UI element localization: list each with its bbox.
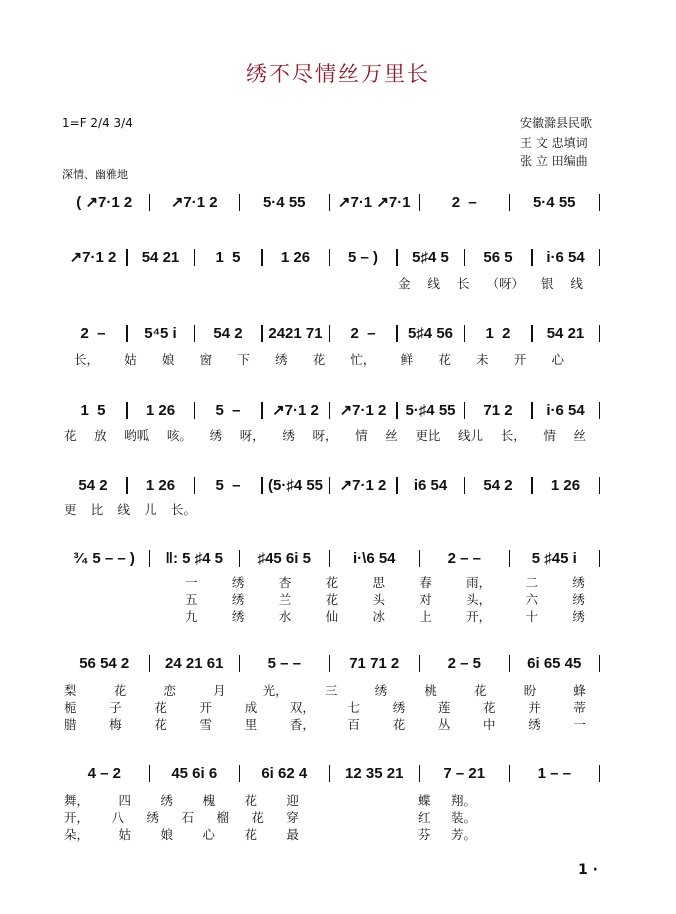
lyric-syllable: 花 xyxy=(474,683,487,698)
staff-row xyxy=(60,325,600,342)
measure: 5 – – xyxy=(267,655,301,672)
bar-line xyxy=(599,325,601,342)
tempo-marking: 深情、幽雅地 xyxy=(62,168,128,181)
song-title: 绣不尽情丝万里长 xyxy=(246,62,430,86)
lyric-syllable: 线 xyxy=(427,276,440,291)
lyrics-line xyxy=(64,698,586,716)
lyric-syllable: 五 xyxy=(185,592,198,607)
lyric-syllable: 咳。 xyxy=(166,428,192,443)
lyric-syllable: 娘 xyxy=(161,352,175,367)
measure: i·6 54 xyxy=(546,248,585,266)
lyric-syllable: 桃 xyxy=(424,683,437,698)
lyric-syllable: 绣 xyxy=(374,683,388,698)
lyric-syllable: 红 xyxy=(418,810,431,825)
staff-row xyxy=(60,401,600,419)
lyric-syllable: 花 xyxy=(312,352,326,367)
lyric-syllable: 双， xyxy=(289,700,315,715)
lyric-syllable: 花 xyxy=(113,683,127,698)
lyrics-line xyxy=(64,500,196,518)
lyric-syllable: 盼 xyxy=(523,683,537,698)
lyric-syllable: 百 xyxy=(347,717,361,732)
measure: 2421 71 xyxy=(268,325,323,342)
bar-line xyxy=(599,194,601,211)
measure: 5 ♯45 i xyxy=(531,550,577,567)
lyric-syllable: 芳。 xyxy=(450,827,476,842)
measure: 54 2 xyxy=(78,476,108,494)
staff-row xyxy=(60,550,600,567)
lyric-syllable: 绣 xyxy=(209,428,223,443)
lyric-syllable: 朵， xyxy=(64,827,90,842)
lyric-syllable: 未 xyxy=(476,352,489,367)
lyric-syllable: 线儿 xyxy=(458,428,484,443)
lyric-syllable: 翔。 xyxy=(450,793,476,808)
lyric-syllable: 长。 xyxy=(170,502,196,517)
lyric-syllable: 蝶 xyxy=(418,793,431,808)
measure: ♯45 6i 5 xyxy=(257,550,311,567)
staff-row xyxy=(60,248,600,266)
measure: i·\6 54 xyxy=(352,550,396,567)
lyric-syllable: 穿 xyxy=(286,810,299,825)
measure: ↗7·1 2 xyxy=(339,477,387,494)
measure: 54 21 xyxy=(141,248,180,266)
staff-row xyxy=(60,765,600,782)
measure: 2 – 5 xyxy=(447,655,481,672)
measure: 5 – ) xyxy=(347,248,378,266)
lyric-syllable: 心 xyxy=(202,827,215,842)
lyric-syllable: 绣 xyxy=(146,810,159,825)
lyric-syllable: 春 xyxy=(419,575,432,590)
measure: 5 – xyxy=(215,476,241,494)
lyrics-line xyxy=(185,590,585,608)
lyric-syllable: 花 xyxy=(244,827,257,842)
lyric-syllable: 杏 xyxy=(278,575,292,590)
measure: 12 35 21 xyxy=(345,765,404,782)
measure: 71 2 xyxy=(483,401,513,419)
lyric-syllable: 花 xyxy=(325,592,339,607)
lyric-syllable: 情 xyxy=(543,428,556,443)
source: 安徽滁县民歌 xyxy=(520,116,593,130)
lyric-syllable: 冰 xyxy=(372,609,385,624)
lyric-syllable: 七 xyxy=(347,700,361,715)
measure: ↗7·1 2 xyxy=(272,402,319,419)
lyrics-line xyxy=(74,350,564,368)
lyric-syllable: 长 xyxy=(456,276,470,291)
lyric-syllable: 香， xyxy=(289,717,315,732)
lyric-syllable: 绣 xyxy=(572,575,585,590)
lyrics-line xyxy=(418,791,476,809)
measure: ↗7·1 2 xyxy=(170,194,218,211)
lyric-syllable: 头 xyxy=(372,592,385,607)
lyric-syllable: 九 xyxy=(185,609,198,624)
lyric-syllable: 栀 xyxy=(64,700,77,715)
lyric-syllable: 线 xyxy=(117,502,130,517)
lyric-syllable: 金 xyxy=(398,276,411,291)
lyrics-line xyxy=(64,791,299,809)
lyric-syllable: 绣 xyxy=(528,717,541,732)
measure: 1 26 xyxy=(280,248,311,266)
lyric-syllable: 哟呱 xyxy=(124,428,150,443)
lyric-syllable: 下 xyxy=(237,352,250,367)
lyric-syllable: （呀） xyxy=(486,276,524,291)
lyric-syllable: 槐 xyxy=(202,793,215,808)
lyric-syllable: 绣 xyxy=(231,592,245,607)
lyric-syllable: 光， xyxy=(262,683,288,698)
lyric-syllable: 儿 xyxy=(144,502,157,517)
lyric-syllable: 迎 xyxy=(286,793,299,808)
lyric-syllable: 榴 xyxy=(216,810,229,825)
measure: 54 21 xyxy=(546,325,585,342)
lyric-syllable: 蜂 xyxy=(573,683,586,698)
lyric-syllable: 银 xyxy=(540,276,554,291)
bar-line xyxy=(599,550,601,567)
measure: ↗7·1 ↗7·1 xyxy=(337,194,411,211)
lyric-syllable: 梅 xyxy=(109,717,122,732)
bar-line xyxy=(599,249,601,266)
lyric-syllable: 开 xyxy=(199,700,213,715)
lyric-syllable: 梨 xyxy=(64,683,77,698)
bar-line xyxy=(599,655,601,672)
measure: 1 – – xyxy=(537,765,571,782)
lyric-syllable: 娘 xyxy=(160,827,173,842)
measure: 24 21 61 xyxy=(165,655,224,672)
lyric-syllable: 姑 xyxy=(124,352,137,367)
measure: i6 54 xyxy=(413,476,448,494)
lyric-syllable: 绣 xyxy=(572,592,585,607)
lyricist: 王 文 忠填词 xyxy=(520,136,588,150)
lyric-syllable: 情 xyxy=(355,428,368,443)
measure: 1 26 xyxy=(145,476,176,494)
bar-line xyxy=(599,477,601,494)
lyrics-line xyxy=(64,808,299,826)
measure: 45 6i 6 xyxy=(171,765,218,782)
measure: 1 2 xyxy=(485,325,511,342)
lyrics-line xyxy=(398,274,583,292)
lyric-syllable: 花 xyxy=(154,717,167,732)
measure: ↗7·1 2 xyxy=(69,249,117,266)
lyric-syllable: 六 xyxy=(525,592,539,607)
measure: 5♯4 5 xyxy=(412,248,449,266)
lyric-syllable: 开， xyxy=(466,609,492,624)
lyric-syllable: 成 xyxy=(244,700,258,715)
lyric-syllable: 思 xyxy=(372,575,385,590)
lyric-syllable: 丝 xyxy=(385,428,398,443)
measure: 5·4 55 xyxy=(262,193,306,211)
lyric-syllable: 姑 xyxy=(118,827,131,842)
lyrics-line xyxy=(64,715,586,733)
lyric-syllable: 花 xyxy=(483,700,496,715)
staff-row xyxy=(60,476,600,494)
lyric-syllable: 花 xyxy=(392,717,406,732)
lyric-syllable: 十 xyxy=(525,609,539,624)
lyric-syllable: 雪 xyxy=(199,717,213,732)
lyric-syllable: 花 xyxy=(438,352,451,367)
measure: 1 5 xyxy=(80,401,106,419)
composer: 张 立 田编曲 xyxy=(520,154,588,168)
lyric-syllable: 芬 xyxy=(418,827,431,842)
lyric-syllable: 八 xyxy=(111,810,124,825)
lyric-syllable: 中 xyxy=(483,717,496,732)
measure: 2 – – xyxy=(447,550,481,567)
lyric-syllable: 开 xyxy=(513,352,527,367)
lyric-syllable: 四 xyxy=(118,793,131,808)
lyric-syllable: 舞， xyxy=(64,793,90,808)
lyric-syllable: 装。 xyxy=(450,810,476,825)
measure: 71 71 2 xyxy=(349,655,400,672)
measure: 6i 62 4 xyxy=(261,765,308,782)
lyric-syllable: 莲 xyxy=(437,700,451,715)
measure: 6i 65 45 xyxy=(527,655,582,672)
lyric-syllable: 恋 xyxy=(163,683,176,698)
staff-row xyxy=(60,655,600,672)
measure: ‖: 5 ♯4 5 xyxy=(165,550,223,567)
measure: 54 2 xyxy=(483,476,513,494)
lyric-syllable: 并 xyxy=(528,700,541,715)
measure: 5♯4 56 xyxy=(407,325,454,342)
measure: 2 – xyxy=(451,193,477,211)
lyric-syllable: 心 xyxy=(551,352,564,367)
measure: 7 – 21 xyxy=(443,765,486,782)
lyric-syllable: 仙 xyxy=(325,609,339,624)
measure: ³⁄₄ 5 – – ) xyxy=(73,550,135,567)
lyric-syllable: 鲜 xyxy=(400,352,414,367)
measure: 1 5 xyxy=(215,248,241,266)
lyric-syllable: 丛 xyxy=(437,717,451,732)
lyric-syllable: 绣 xyxy=(160,793,173,808)
measure: 5⁴5 i xyxy=(144,325,177,342)
lyric-syllable: 水 xyxy=(278,609,292,624)
lyric-syllable: 一 xyxy=(573,717,586,732)
measure: ↗7·1 2 xyxy=(339,402,387,419)
lyric-syllable: 更比 xyxy=(415,428,441,443)
lyric-syllable: 花 xyxy=(154,700,167,715)
lyric-syllable: 窗 xyxy=(199,352,213,367)
measure: 1 26 xyxy=(145,401,176,419)
lyric-syllable: 雨， xyxy=(466,575,492,590)
lyric-syllable: 最 xyxy=(286,827,299,842)
measure: 5·♯4 55 xyxy=(405,401,456,419)
lyric-syllable: 丝 xyxy=(573,428,586,443)
lyric-syllable: 绣 xyxy=(231,575,245,590)
measure: 56 54 2 xyxy=(79,655,130,672)
lyrics-line xyxy=(185,573,585,591)
lyric-syllable: 绣 xyxy=(392,700,406,715)
lyric-syllable: 绣 xyxy=(231,609,245,624)
lyric-syllable: 对 xyxy=(419,592,432,607)
lyrics-line xyxy=(64,681,586,699)
lyric-syllable: 花 xyxy=(244,793,257,808)
lyric-syllable: 呀， xyxy=(312,428,338,443)
lyric-syllable: 上 xyxy=(419,609,432,624)
page-number: 1 · xyxy=(578,862,598,878)
lyric-syllable: 里 xyxy=(244,717,258,732)
measure: i·6 54 xyxy=(546,401,585,419)
lyrics-line xyxy=(185,607,585,625)
lyrics-line xyxy=(418,825,476,843)
lyric-syllable: 石 xyxy=(181,810,194,825)
bar-line xyxy=(599,765,601,782)
lyric-syllable: 花 xyxy=(325,575,339,590)
measure: ( ↗7·1 2 xyxy=(76,194,133,211)
lyric-syllable: 子 xyxy=(109,700,122,715)
lyric-syllable: 花 xyxy=(251,810,264,825)
lyric-syllable: 呀， xyxy=(239,428,265,443)
lyric-syllable: 兰 xyxy=(278,592,292,607)
lyric-syllable: 月 xyxy=(213,683,226,698)
lyric-syllable: 腊 xyxy=(64,717,77,732)
lyric-syllable: 开， xyxy=(64,810,90,825)
lyric-syllable: 更 xyxy=(64,502,77,517)
lyric-syllable: 长， xyxy=(74,352,100,367)
measure: 5·4 55 xyxy=(532,193,576,211)
measure: 56 5 xyxy=(483,248,513,266)
measure: 4 – 2 xyxy=(87,765,121,782)
measure: 2 – xyxy=(350,325,376,342)
measure: 54 2 xyxy=(213,325,243,342)
measure: 1 26 xyxy=(550,476,581,494)
lyric-syllable: 比 xyxy=(90,502,104,517)
lyric-syllable: 蒂 xyxy=(573,700,586,715)
lyrics-line xyxy=(418,808,476,826)
key-signature: 1=F 2/4 3/4 xyxy=(62,116,133,130)
lyrics-line xyxy=(64,426,586,444)
lyric-syllable: 长， xyxy=(500,428,526,443)
lyric-syllable: 花 xyxy=(64,428,77,443)
lyric-syllable: 三 xyxy=(324,683,338,698)
lyric-syllable: 头， xyxy=(466,592,492,607)
measure: 5 – xyxy=(215,401,241,419)
lyrics-line xyxy=(64,825,299,843)
measure: 2 – xyxy=(80,325,106,342)
lyric-syllable: 放 xyxy=(94,428,107,443)
bar-line xyxy=(599,402,601,419)
lyric-syllable: 一 xyxy=(185,575,198,590)
lyric-syllable: 线 xyxy=(570,276,583,291)
lyric-syllable: 绣 xyxy=(275,352,288,367)
lyric-syllable: 忙， xyxy=(350,352,376,367)
staff-row xyxy=(60,193,600,211)
measure: (5·♯4 55 xyxy=(267,476,324,494)
lyric-syllable: 绣 xyxy=(282,428,295,443)
lyric-syllable: 绣 xyxy=(572,609,585,624)
lyric-syllable: 二 xyxy=(525,575,539,590)
